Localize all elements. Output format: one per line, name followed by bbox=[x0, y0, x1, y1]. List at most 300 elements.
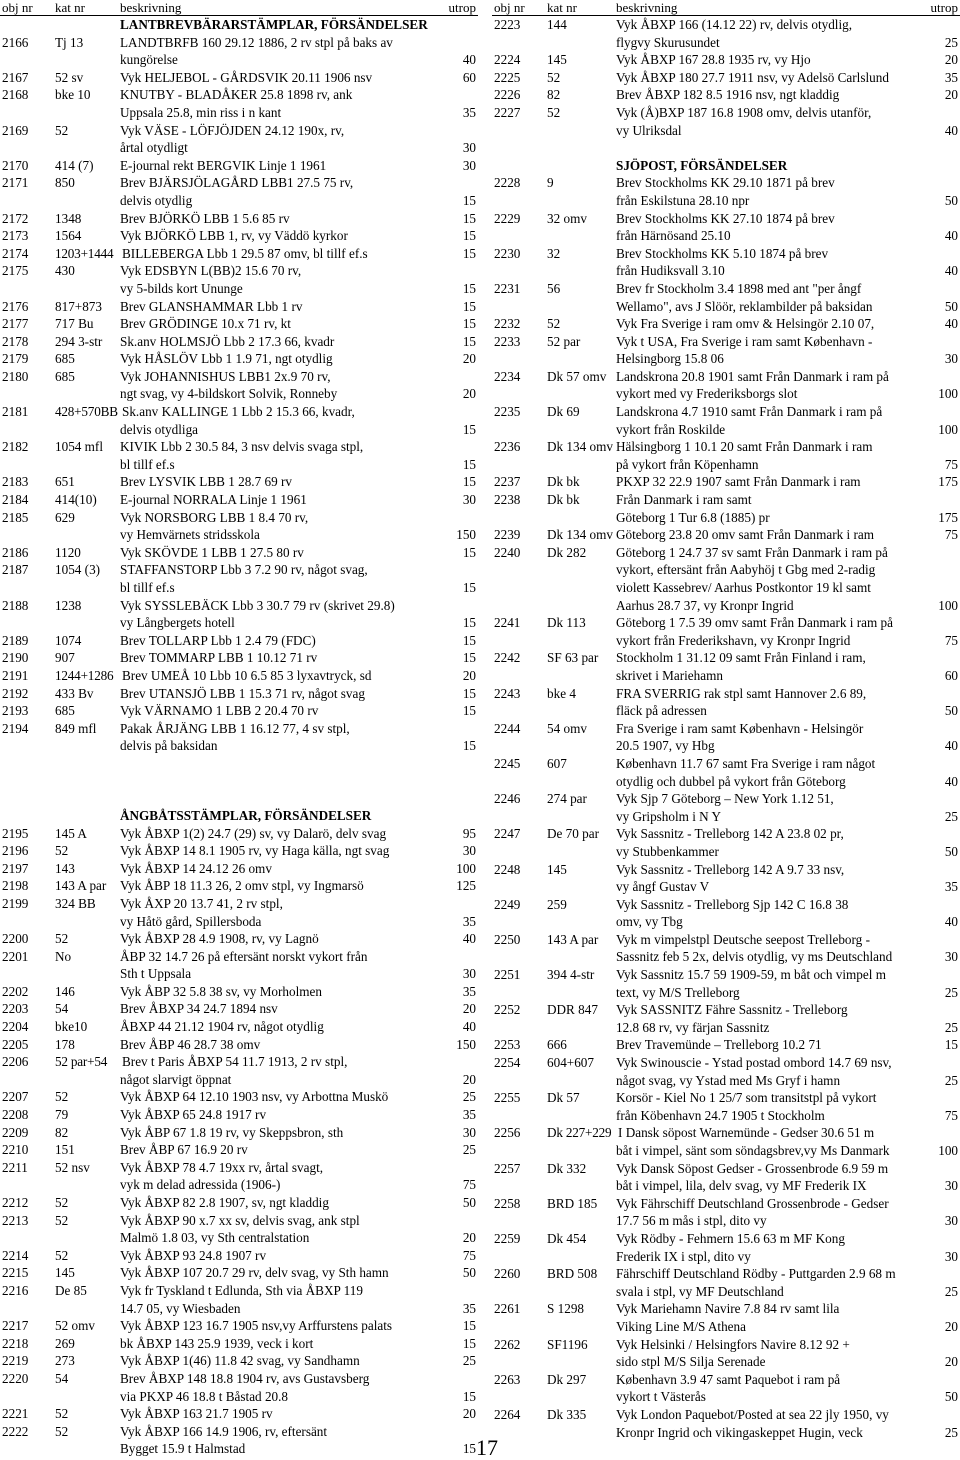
lot-row bbox=[0, 210, 478, 228]
catalog-number: Dk 113 bbox=[547, 615, 586, 631]
lot-price: 20 bbox=[944, 1354, 958, 1370]
lot-number: 2178 bbox=[2, 333, 29, 349]
lot-description: Aarhus 28.7 37, vy Kronpr Ingrid bbox=[616, 597, 794, 613]
catalog-number: 52 nsv bbox=[55, 1159, 90, 1175]
lot-row bbox=[0, 860, 478, 878]
lot-continuation bbox=[492, 1388, 960, 1406]
catalog-number: 274 par bbox=[547, 791, 587, 807]
lot-row bbox=[0, 403, 478, 421]
lot-description: Bygget 15.9 t Halmstad bbox=[120, 1441, 246, 1457]
lot-number: 2210 bbox=[2, 1142, 29, 1158]
lot-description: Vyk Dansk Söpost Gedser - Grossenbrode 6.9 59 m bbox=[616, 1160, 889, 1176]
lot-price: 25 bbox=[944, 1424, 958, 1440]
lot-continuation bbox=[492, 1212, 960, 1230]
lot-description: otydlig och dubbel på vykort från Göteborg bbox=[616, 773, 846, 789]
lot-continuation bbox=[492, 667, 960, 685]
lot-description: vykort med vy Frederiksborgs slot bbox=[616, 386, 798, 402]
lot-description: kungörelse bbox=[120, 52, 178, 68]
lot-number: 2224 bbox=[494, 52, 521, 68]
catalog-number: 52 bbox=[55, 843, 69, 859]
lot-description: København 3.9 47 samt Paquebot i ram på bbox=[616, 1371, 841, 1387]
lot-number: 2264 bbox=[494, 1406, 521, 1422]
lot-description: Vyk ÅBXP 64 12.10 1903 nsv, vy Arbottna Muskö bbox=[120, 1089, 389, 1105]
lot-number: 2176 bbox=[2, 298, 29, 314]
lot-price: 15 bbox=[462, 632, 476, 648]
lot-row bbox=[0, 69, 478, 87]
lot-description: Vyk ÅXP 20 13.7 41, 2 rv stpl, bbox=[120, 895, 283, 911]
catalog-number: 52 bbox=[55, 931, 69, 947]
lot-description: från Härnösand 25.10 bbox=[616, 228, 731, 244]
lot-description: båt i vimpel, lila, delv svag, vy MF Frederik IX bbox=[616, 1178, 867, 1194]
catalog-number: 32 omv bbox=[547, 210, 587, 226]
lot-description: Brev ÅBXP 182 8.5 1916 nsv, ngt kladdig bbox=[616, 87, 840, 103]
catalog-number: 82 bbox=[547, 87, 561, 103]
lot-number: 2225 bbox=[494, 69, 521, 85]
lot-number: 2190 bbox=[2, 650, 29, 666]
lot-description: Vyk Helsinki / Helsingfors Navire 8.12 92 + bbox=[616, 1336, 850, 1352]
lot-description: Vyk EDSBYN L(BB)2 15.6 70 rv, bbox=[120, 263, 302, 279]
lot-price: 15 bbox=[462, 1388, 476, 1404]
lot-row bbox=[0, 1194, 478, 1212]
lot-price: 175 bbox=[938, 509, 958, 525]
lot-price: 40 bbox=[944, 773, 958, 789]
lot-number: 2256 bbox=[494, 1125, 521, 1141]
lot-description: 20.5 1907, vy Hbg bbox=[616, 738, 715, 754]
lot-description: FRA SVERRIG rak stpl samt Hannover 2.6 89, bbox=[616, 685, 867, 701]
lot-number: 2172 bbox=[2, 210, 29, 226]
lot-row bbox=[0, 930, 478, 948]
lot-row bbox=[492, 210, 960, 228]
lot-description: vy Ulriksdal bbox=[616, 122, 682, 138]
lot-number: 2182 bbox=[2, 439, 29, 455]
lot-continuation bbox=[0, 1300, 478, 1318]
catalog-number: Dk 57 bbox=[547, 1090, 580, 1106]
lot-description: Vyk HELJEBOL - GÅRDSVIK 20.11 1906 nsv bbox=[120, 69, 373, 85]
lot-description: vykort från Frederikshavn, vy Kronpr Ingrid bbox=[616, 632, 851, 648]
lot-price: 20 bbox=[462, 351, 476, 367]
lot-description: årtal otydligt bbox=[120, 140, 188, 156]
catalog-number: 52 sv bbox=[55, 69, 84, 85]
lot-row bbox=[492, 1371, 960, 1389]
lot-description: Brev ÅBP 46 28.7 38 omv bbox=[120, 1036, 261, 1052]
lot-continuation bbox=[0, 1176, 478, 1194]
lot-price: 35 bbox=[462, 913, 476, 929]
lot-price: 75 bbox=[944, 632, 958, 648]
lot-continuation bbox=[0, 579, 478, 597]
catalog-number: 817+873 bbox=[55, 298, 102, 314]
lot-number: 2238 bbox=[494, 492, 521, 508]
lot-price: 30 bbox=[462, 843, 476, 859]
catalog-number: De 70 par bbox=[547, 826, 599, 842]
lot-description: Wellamo", avs J Slöör, reklambilder på baksidan bbox=[616, 298, 873, 314]
lot-number: 2195 bbox=[2, 825, 29, 841]
lot-description: Göteborg 1 24.7 37 sv samt Från Danmark i ram på bbox=[616, 544, 888, 560]
lot-price: 35 bbox=[944, 69, 958, 85]
lot-number: 2185 bbox=[2, 509, 29, 525]
lot-description: KNUTBY - BLADÅKER 25.8 1898 rv, ank bbox=[120, 87, 353, 103]
left-column bbox=[0, 0, 478, 1458]
lot-continuation bbox=[492, 1177, 960, 1195]
lot-row bbox=[0, 86, 478, 104]
catalog-number: 52 bbox=[55, 1195, 69, 1210]
catalog-number: BRD 185 bbox=[547, 1195, 598, 1211]
catalog-number: 52 bbox=[55, 1247, 69, 1263]
lot-number: 2184 bbox=[2, 492, 29, 508]
lot-price: 40 bbox=[944, 316, 958, 332]
catalog-number: Dk 134 omv bbox=[547, 527, 613, 543]
lot-continuation bbox=[0, 456, 478, 474]
lot-description: Vyk m vimpelstpl Deutsche seepost Trelleborg - bbox=[616, 931, 870, 947]
lot-description: Uppsala 25.8, min riss i n kant bbox=[120, 104, 282, 120]
lot-price: 15 bbox=[462, 245, 476, 261]
lot-price: 20 bbox=[462, 1230, 476, 1246]
lot-description: Fra Sverige i ram samt København - Helsingör bbox=[616, 720, 864, 736]
lot-number: 2242 bbox=[494, 650, 521, 666]
lot-price: 100 bbox=[938, 1143, 958, 1158]
lot-price: 40 bbox=[944, 228, 958, 244]
lot-number: 2252 bbox=[494, 1002, 521, 1018]
lot-price: 15 bbox=[462, 316, 476, 332]
lot-description: Vyk SKÖVDE 1 LBB 1 27.5 80 rv bbox=[120, 544, 304, 560]
lot-continuation bbox=[492, 1283, 960, 1301]
lot-description: ÅNGBÅTSSTÄMPLAR, FÖRSÄNDELSER bbox=[120, 807, 372, 823]
lot-continuation bbox=[492, 1072, 960, 1090]
lot-price: 15 bbox=[462, 210, 476, 226]
lot-number: 2249 bbox=[494, 896, 521, 912]
lot-description: Vyk Sassnitz 15.7 59 1909-59, m båt och vimpel m bbox=[616, 967, 886, 983]
lot-price: 150 bbox=[456, 527, 476, 543]
lot-price: 25 bbox=[944, 34, 958, 50]
lot-number: 2237 bbox=[494, 474, 521, 490]
lot-number: 2167 bbox=[2, 69, 29, 85]
lot-description: Vyk t USA, Fra Sverige i ram samt København - bbox=[616, 333, 873, 349]
lot-description: Vyk ÅBP 32 5.8 38 sv, vy Morholmen bbox=[120, 983, 322, 999]
catalog-number: 259 bbox=[547, 896, 567, 912]
lot-price: 15 bbox=[462, 650, 476, 666]
lot-number: 2168 bbox=[2, 87, 29, 103]
lot-row bbox=[492, 526, 960, 544]
lot-price: 35 bbox=[462, 983, 476, 999]
lot-row bbox=[492, 51, 960, 69]
lot-row bbox=[492, 825, 960, 843]
lot-number: 2251 bbox=[494, 967, 521, 983]
catalog-number: 54 bbox=[55, 1001, 69, 1017]
lot-row bbox=[0, 1141, 478, 1159]
lot-price: 35 bbox=[462, 1300, 476, 1316]
lot-continuation bbox=[492, 843, 960, 861]
lot-number: 2175 bbox=[2, 263, 29, 279]
lot-row bbox=[0, 1018, 478, 1036]
lot-price: 15 bbox=[462, 685, 476, 701]
lot-row bbox=[0, 720, 478, 738]
lot-price: 20 bbox=[944, 87, 958, 103]
lot-price: 30 bbox=[944, 1213, 958, 1229]
lot-number: 2222 bbox=[2, 1423, 29, 1439]
lot-description: Brev Stockholms KK 29.10 1871 på brev bbox=[616, 175, 835, 191]
lot-description: Vyk Fra Sverige i ram omv & Helsingör 2.10 07, bbox=[616, 316, 875, 332]
lot-row bbox=[0, 948, 478, 966]
lot-price: 50 bbox=[462, 1195, 476, 1210]
lot-description: Vyk Sassnitz - Trelleborg 142 A 23.8 02 pr, bbox=[616, 826, 844, 842]
catalog-number: 433 Bv bbox=[55, 685, 94, 701]
catalog-number: 651 bbox=[55, 474, 75, 490]
lot-row bbox=[0, 632, 478, 650]
lot-number: 2201 bbox=[2, 948, 29, 964]
lot-number: 2208 bbox=[2, 1107, 29, 1123]
lot-continuation bbox=[492, 122, 960, 140]
lot-row bbox=[0, 333, 478, 351]
lot-description: text, vy M/S Trelleborg bbox=[616, 984, 740, 1000]
lot-price: 40 bbox=[944, 263, 958, 279]
lot-number: 2202 bbox=[2, 983, 29, 999]
lot-row bbox=[492, 1336, 960, 1354]
catalog-number: 52 omv bbox=[55, 1318, 95, 1334]
lot-row bbox=[0, 122, 478, 140]
lot-continuation bbox=[0, 913, 478, 931]
lot-description: bl tillf ef.s bbox=[120, 456, 175, 472]
lot-price: 75 bbox=[944, 527, 958, 543]
lot-price: 15 bbox=[462, 228, 476, 244]
lot-row bbox=[0, 561, 478, 579]
lot-continuation bbox=[492, 878, 960, 896]
column-header bbox=[0, 0, 478, 16]
lot-row bbox=[492, 16, 960, 34]
lot-row bbox=[492, 931, 960, 949]
lot-price: 40 bbox=[462, 52, 476, 68]
lot-description: från Hudiksvall 3.10 bbox=[616, 263, 725, 279]
lot-price: 15 bbox=[462, 280, 476, 296]
lot-description: Brev TOMMARP LBB 1 10.12 71 rv bbox=[120, 650, 318, 666]
lot-description: E-journal NORRALA Linje 1 1961 bbox=[120, 492, 307, 508]
lot-price: 150 bbox=[456, 1036, 476, 1052]
lot-row bbox=[492, 1265, 960, 1283]
lot-row bbox=[0, 597, 478, 615]
catalog-number: 1074 bbox=[55, 632, 82, 648]
lot-description: Vyk SYSSLEBÄCK Lbb 3 30.7 79 rv (skrivet 29.8) bbox=[120, 597, 395, 613]
lot-description: Vyk ÅBXP 78 4.7 19xx rv, årtal svagt, bbox=[120, 1159, 324, 1175]
lot-number: 2261 bbox=[494, 1301, 521, 1317]
lot-number: 2179 bbox=[2, 351, 29, 367]
lot-row bbox=[492, 544, 960, 562]
lot-row bbox=[0, 350, 478, 368]
catalog-number: 907 bbox=[55, 650, 75, 666]
lot-description: Vyk fr Tyskland t Edlunda, Sth via ÅBXP 119 bbox=[120, 1282, 363, 1298]
lot-description: Brev LYSVIK LBB 1 28.7 69 rv bbox=[120, 474, 292, 490]
lot-price: 100 bbox=[456, 860, 476, 876]
lot-description: Brev ÅBXP 34 24.7 1894 nsv bbox=[120, 1001, 278, 1017]
catalog-number: Dk bk bbox=[547, 492, 580, 508]
lot-continuation bbox=[492, 509, 960, 527]
lot-row bbox=[0, 667, 478, 685]
lot-price: 20 bbox=[462, 667, 476, 683]
lot-number: 2216 bbox=[2, 1282, 29, 1298]
catalog-number: 9 bbox=[547, 175, 554, 191]
lot-number: 2199 bbox=[2, 895, 29, 911]
lot-description: BILLEBERGA Lbb 1 29.5 87 omv, bl tillf ef.s bbox=[122, 245, 368, 261]
catalog-number: 151 bbox=[55, 1142, 75, 1158]
lot-row bbox=[492, 280, 960, 298]
lot-continuation bbox=[492, 1318, 960, 1336]
catalog-number: 269 bbox=[55, 1335, 75, 1351]
catalog-number: 52 par+54 bbox=[55, 1054, 108, 1070]
lot-row bbox=[0, 685, 478, 703]
lot-description: Brev ÅBP 67 16.9 20 rv bbox=[120, 1142, 248, 1158]
catalog-number: 414(10) bbox=[55, 492, 97, 508]
lot-description: Brev BJÖRKÖ LBB 1 5.6 85 rv bbox=[120, 210, 290, 226]
lot-number: 2197 bbox=[2, 860, 29, 876]
lot-description: vykort, eftersänt från Aabyhöj t Gbg med 2-radig bbox=[616, 562, 876, 578]
header-obj-nr: obj nr bbox=[494, 0, 525, 15]
lot-number: 2180 bbox=[2, 368, 29, 384]
catalog-number: 394 4-str bbox=[547, 967, 595, 983]
lot-row bbox=[492, 333, 960, 351]
lot-description: violett Kassebrev/ Aarhus Postkontor 19 kl samt bbox=[616, 580, 871, 595]
lot-description: Landskrona 4.7 1910 samt Från Danmark i ram på bbox=[616, 404, 883, 420]
catalog-number: Dk bk bbox=[547, 474, 580, 490]
lot-price: 25 bbox=[462, 1142, 476, 1158]
lot-price: 15 bbox=[462, 1441, 476, 1457]
lot-price: 15 bbox=[462, 580, 476, 595]
catalog-number: 146 bbox=[55, 983, 75, 999]
lot-number: 2189 bbox=[2, 632, 29, 648]
lot-description: vy Gripsholm i N Y bbox=[616, 808, 722, 824]
lot-description: PKXP 32 22.9 1907 samt Från Danmark i ram bbox=[616, 474, 861, 490]
lot-description: vykort från Roskilde bbox=[616, 421, 726, 437]
lot-price: 15 bbox=[462, 192, 476, 208]
lot-continuation bbox=[492, 773, 960, 791]
lot-price: 15 bbox=[462, 298, 476, 314]
lot-row bbox=[492, 1001, 960, 1019]
lot-description: Helsingborg 15.8 06 bbox=[616, 351, 724, 367]
lot-continuation bbox=[492, 561, 960, 579]
lot-description: Vyk ÅBXP 90 x.7 xx sv, delvis svag, ank stpl bbox=[120, 1212, 360, 1228]
catalog-number: 178 bbox=[55, 1036, 75, 1052]
catalog-number: 52 bbox=[55, 1406, 69, 1422]
lot-row bbox=[0, 1106, 478, 1124]
lot-price: 15 bbox=[462, 474, 476, 490]
lot-price: 30 bbox=[462, 492, 476, 508]
lot-row bbox=[0, 649, 478, 667]
lot-number: 2174 bbox=[2, 245, 29, 261]
lot-row bbox=[492, 473, 960, 491]
lot-row bbox=[492, 685, 960, 703]
catalog-number: 685 bbox=[55, 703, 75, 719]
lot-price: 30 bbox=[462, 140, 476, 156]
lot-description: Vyk JOHANNISHUS LBB1 2x.9 70 rv, bbox=[120, 368, 331, 384]
lot-row bbox=[492, 1036, 960, 1054]
catalog-number: BRD 508 bbox=[547, 1266, 598, 1282]
lot-row bbox=[492, 438, 960, 456]
lot-description: Vyk ÅBP 18 11.3 26, 2 omv stpl, vy Ingmarsö bbox=[120, 878, 364, 894]
lot-row bbox=[0, 368, 478, 386]
section-title bbox=[492, 157, 960, 175]
lot-price: 15 bbox=[462, 1335, 476, 1351]
lot-description: båt i vimpel, sänt som söndagsbrev,vy Ms Danmark bbox=[616, 1143, 890, 1158]
lot-description: Vyk ÅBXP 163 21.7 1905 rv bbox=[120, 1406, 273, 1422]
lot-description: vyk m delad adressida (1906-) bbox=[120, 1177, 281, 1193]
lot-row bbox=[0, 1247, 478, 1265]
lot-description: Vyk ÅBXP 180 27.7 1911 nsv, vy Adelsö Carlslund bbox=[616, 69, 889, 85]
catalog-number: 1120 bbox=[55, 544, 81, 560]
lot-continuation bbox=[0, 51, 478, 69]
lot-description: ÅBP 32 14.7 26 på eftersänt norskt vykort från bbox=[120, 948, 368, 964]
catalog-number: 56 bbox=[547, 280, 561, 296]
lot-continuation bbox=[492, 948, 960, 966]
lot-row bbox=[0, 157, 478, 175]
catalog-number: Dk 454 bbox=[547, 1230, 587, 1246]
lot-row bbox=[492, 896, 960, 914]
lot-number: 2245 bbox=[494, 755, 521, 771]
lot-continuation bbox=[0, 104, 478, 122]
lot-description: LANTBREVBÄRARSTÄMPLAR, FÖRSÄNDELSER bbox=[120, 17, 428, 32]
catalog-number: No bbox=[55, 948, 72, 964]
catalog-number: 52 bbox=[547, 316, 561, 332]
lot-number: 2206 bbox=[2, 1054, 29, 1070]
lot-description: något slarvigt öppnat bbox=[120, 1071, 232, 1087]
lot-row bbox=[0, 842, 478, 860]
lot-price: 25 bbox=[944, 1072, 958, 1088]
lot-continuation bbox=[492, 34, 960, 52]
catalog-number: 145 bbox=[547, 861, 567, 877]
lot-description: vy Stubbenkammer bbox=[616, 843, 719, 859]
lot-number: 2196 bbox=[2, 843, 29, 859]
catalog-number: SF1196 bbox=[547, 1336, 588, 1352]
lot-number: 2250 bbox=[494, 931, 521, 947]
lot-description: Vyk London Paquebot/Posted at sea 22 jly 1950, vy bbox=[616, 1406, 889, 1422]
lot-continuation bbox=[492, 1353, 960, 1371]
catalog-number: 430 bbox=[55, 263, 75, 279]
catalog-number: 273 bbox=[55, 1353, 75, 1369]
lot-description: Kronpr Ingrid och vikingaskeppet Hugin, veck bbox=[616, 1424, 863, 1440]
lot-price: 30 bbox=[944, 1248, 958, 1264]
lot-continuation bbox=[492, 913, 960, 931]
lot-number: 2220 bbox=[2, 1370, 29, 1386]
lot-description: Vyk ÅBXP 65 24.8 1917 rv bbox=[120, 1107, 267, 1123]
lot-description: Göteborg 23.8 20 omv samt Från Danmark i ram bbox=[616, 527, 874, 543]
lot-price: 50 bbox=[944, 298, 958, 314]
lot-row bbox=[0, 1212, 478, 1230]
lot-description: 14.7 05, vy Wiesbaden bbox=[120, 1300, 241, 1316]
lot-row bbox=[492, 1089, 960, 1107]
lot-price: 100 bbox=[938, 597, 958, 613]
lot-description: Landskrona 20.8 1901 samt Från Danmark i ram på bbox=[616, 368, 889, 384]
lot-description: fläck på adressen bbox=[616, 703, 707, 719]
lot-number: 2246 bbox=[494, 791, 521, 807]
lot-row bbox=[492, 966, 960, 984]
lot-continuation bbox=[0, 385, 478, 403]
lot-number: 2213 bbox=[2, 1212, 29, 1228]
lot-row bbox=[492, 104, 960, 122]
lot-number: 2194 bbox=[2, 720, 29, 736]
catalog-number: 604+607 bbox=[547, 1055, 594, 1071]
page-number: 17 bbox=[476, 1435, 498, 1460]
lot-description: Vyk Mariehamn Navire 7.8 84 rv samt lila bbox=[616, 1301, 840, 1317]
lot-price: 25 bbox=[944, 808, 958, 824]
lot-number: 2233 bbox=[494, 333, 521, 349]
lot-row bbox=[0, 1124, 478, 1142]
lot-number: 2228 bbox=[494, 175, 521, 191]
lot-price: 35 bbox=[944, 879, 958, 895]
lot-description: Vyk ÅBXP 166 (14.12 22) rv, delvis otydlig, bbox=[616, 17, 853, 32]
lot-number: 2173 bbox=[2, 228, 29, 244]
lot-description: Hälsingborg 1 10.1 20 samt Från Danmark i ram bbox=[616, 439, 873, 455]
lot-number: 2240 bbox=[494, 544, 521, 560]
lot-row bbox=[0, 1282, 478, 1300]
lot-description: vy Hemvärnets stridsskola bbox=[120, 527, 260, 543]
lot-description: delvis otydliga bbox=[120, 421, 199, 437]
lot-description: København 11.7 67 samt Fra Sverige i ram något bbox=[616, 755, 876, 771]
column-header bbox=[492, 0, 960, 16]
